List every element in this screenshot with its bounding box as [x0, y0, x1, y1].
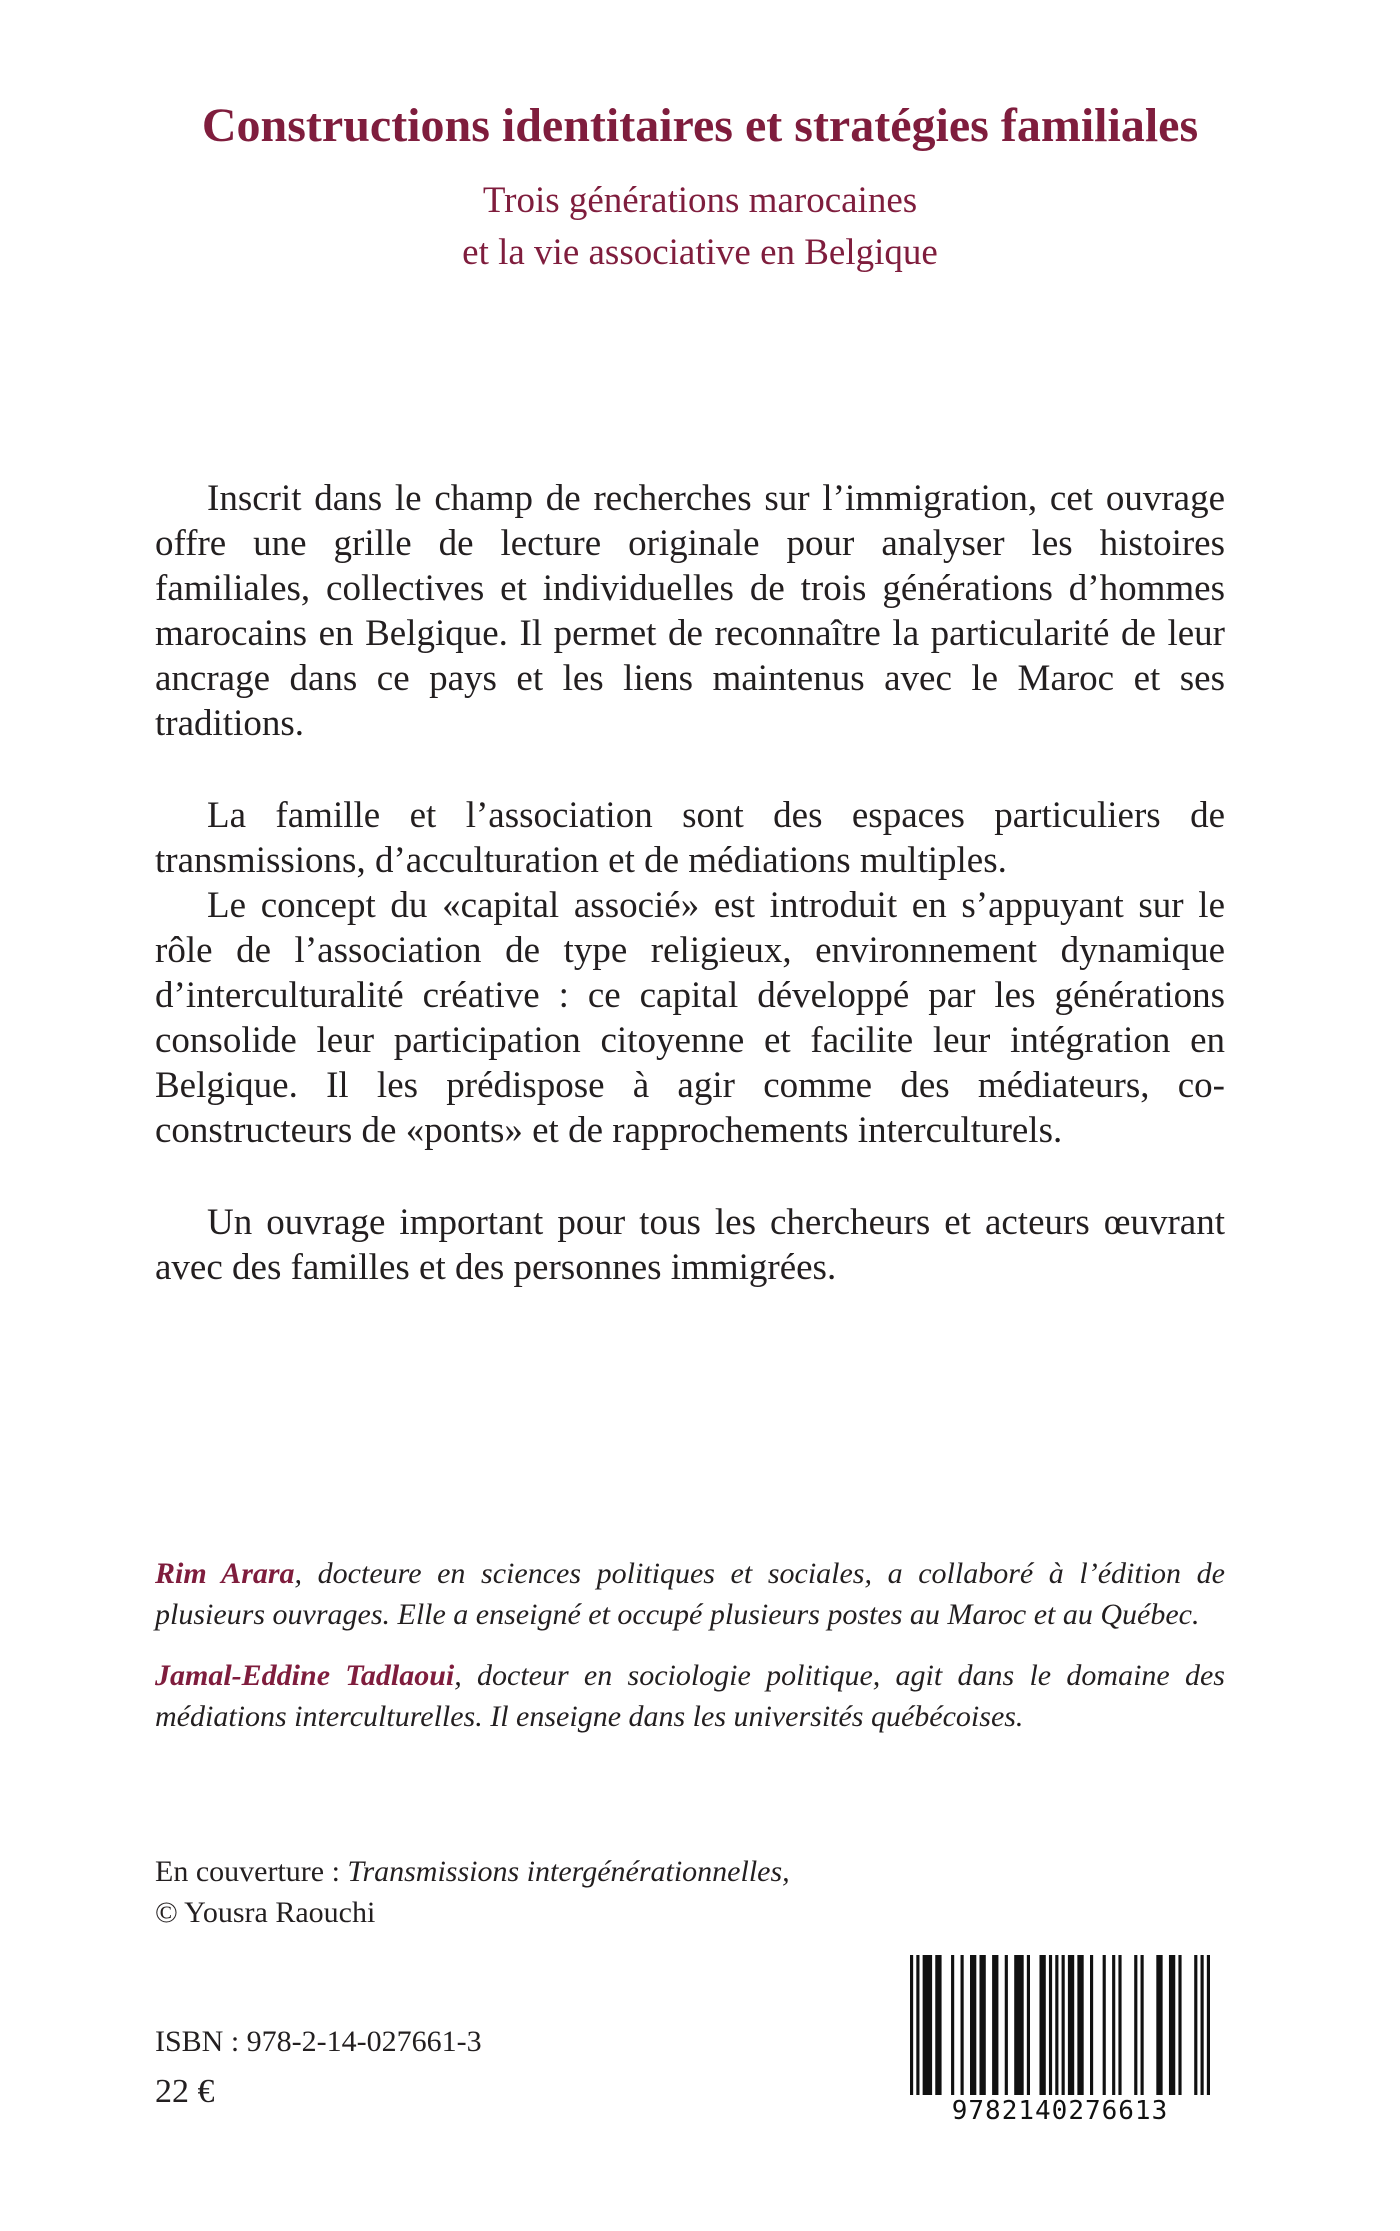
barcode-bar-20	[1112, 1955, 1115, 2095]
book-title: Constructions identitaires et stratégies familiales	[201, 99, 1199, 152]
author-name-1: Rim Arara	[155, 1557, 295, 1590]
author-bio-text-2: , docteur en sociologie politique, agit dans le domaine des médiations interculturelles. Il enseigne dans les universités québécoises.	[155, 1659, 1225, 1733]
barcode-bar-26	[1178, 1955, 1181, 2095]
price: 22 €	[155, 2073, 215, 2110]
barcode-bar-4	[951, 1955, 954, 2095]
barcode-bar-10	[1014, 1955, 1023, 2095]
cover-artwork-title: Transmissions intergénérationnelles,	[347, 1855, 790, 1888]
barcode-bar-7	[979, 1955, 985, 2095]
barcode-bars	[910, 1955, 1210, 2095]
barcode	[910, 1955, 1210, 2130]
barcode-bar-9	[1005, 1955, 1008, 2095]
subtitle-line-2: et la vie associative en Belgique	[462, 232, 938, 273]
barcode-bar-29	[1207, 1955, 1210, 2095]
barcode-bar-3	[935, 1955, 941, 2095]
barcode-bar-8	[992, 1955, 998, 2095]
barcode-bar-15	[1062, 1955, 1065, 2095]
subtitle-line-1: Trois générations marocaines	[482, 180, 918, 221]
barcode-bar-22	[1134, 1955, 1137, 2095]
book-subtitle	[0, 175, 1400, 279]
barcode-bar-5	[961, 1955, 964, 2095]
cover-credit	[155, 1851, 790, 1933]
barcode-bar-25	[1169, 1955, 1175, 2095]
author-bios	[155, 1553, 1225, 1737]
barcode-bar-14	[1055, 1955, 1058, 2095]
barcode-bar-12	[1039, 1955, 1045, 2095]
barcode-bar-18	[1090, 1955, 1093, 2095]
author-bio-text-1: , docteure en sciences politiques et sociales, a collaboré à l’édition de plusieurs ouvrages. Elle a enseigné et occupé plusieurs postes au Maroc et au Québec.	[155, 1557, 1225, 1631]
barcode-bar-2	[923, 1955, 932, 2095]
barcode-bar-6	[970, 1955, 976, 2095]
barcode-bar-21	[1118, 1955, 1121, 2095]
barcode-bar-27	[1194, 1955, 1197, 2095]
blurb	[155, 476, 1225, 1290]
cover-label: En couverture :	[155, 1855, 348, 1888]
barcode-bar-0	[910, 1955, 913, 2095]
barcode-bar-1	[916, 1955, 919, 2095]
barcode-digits: 9782140276613	[951, 2096, 1169, 2126]
barcode-bar-13	[1049, 1955, 1052, 2095]
blurb-paragraph-3: Le concept du «capital associé» est introduit en s’appuyant sur le rôle de l’association de type religieux, environnement dynamique d’interculturalité créative : ce capital développé par les générations consolide leur participation citoyenne et facilite leur intégration en Belgique. Il les prédispose à agir comme des médiateurs, co-constructeurs de «ponts» et de rapprochements interculturels.	[155, 885, 1225, 1151]
isbn: ISBN : 978-2-14-027661-3	[155, 2025, 482, 2058]
barcode-bar-24	[1156, 1955, 1162, 2095]
barcode-bar-16	[1068, 1955, 1074, 2095]
barcode-bar-11	[1027, 1955, 1030, 2095]
cover-credit-line-1	[155, 1851, 790, 1892]
author-name-2: Jamal-Eddine Tadlaoui	[155, 1659, 455, 1692]
barcode-bar-19	[1103, 1955, 1106, 2095]
author-bio-1	[155, 1553, 1225, 1635]
blurb-paragraph-4: Un ouvrage important pour tous les chercheurs et acteurs œuvrant avec des familles et des personnes immigrées.	[155, 1202, 1225, 1288]
blurb-paragraph-1: Inscrit dans le champ de recherches sur l’immigration, cet ouvrage offre une grille de lecture originale pour analyser les histoires familiales, collectives et individuelles de trois générations d’hommes marocains en Belgique. Il permet de reconnaître la particularité de leur ancrage dans ce pays et les liens maintenus avec le Maroc et ses traditions.	[155, 478, 1225, 744]
blurb-paragraph-2: La famille et l’association sont des espaces particuliers de transmissions, d’acculturation et de médiations multiples.	[155, 795, 1225, 881]
author-bio-2	[155, 1655, 1225, 1737]
cover-copyright: © Yousra Raouchi	[155, 1896, 376, 1929]
barcode-bar-17	[1077, 1955, 1083, 2095]
barcode-bar-23	[1141, 1955, 1144, 2095]
barcode-bar-28	[1201, 1955, 1204, 2095]
